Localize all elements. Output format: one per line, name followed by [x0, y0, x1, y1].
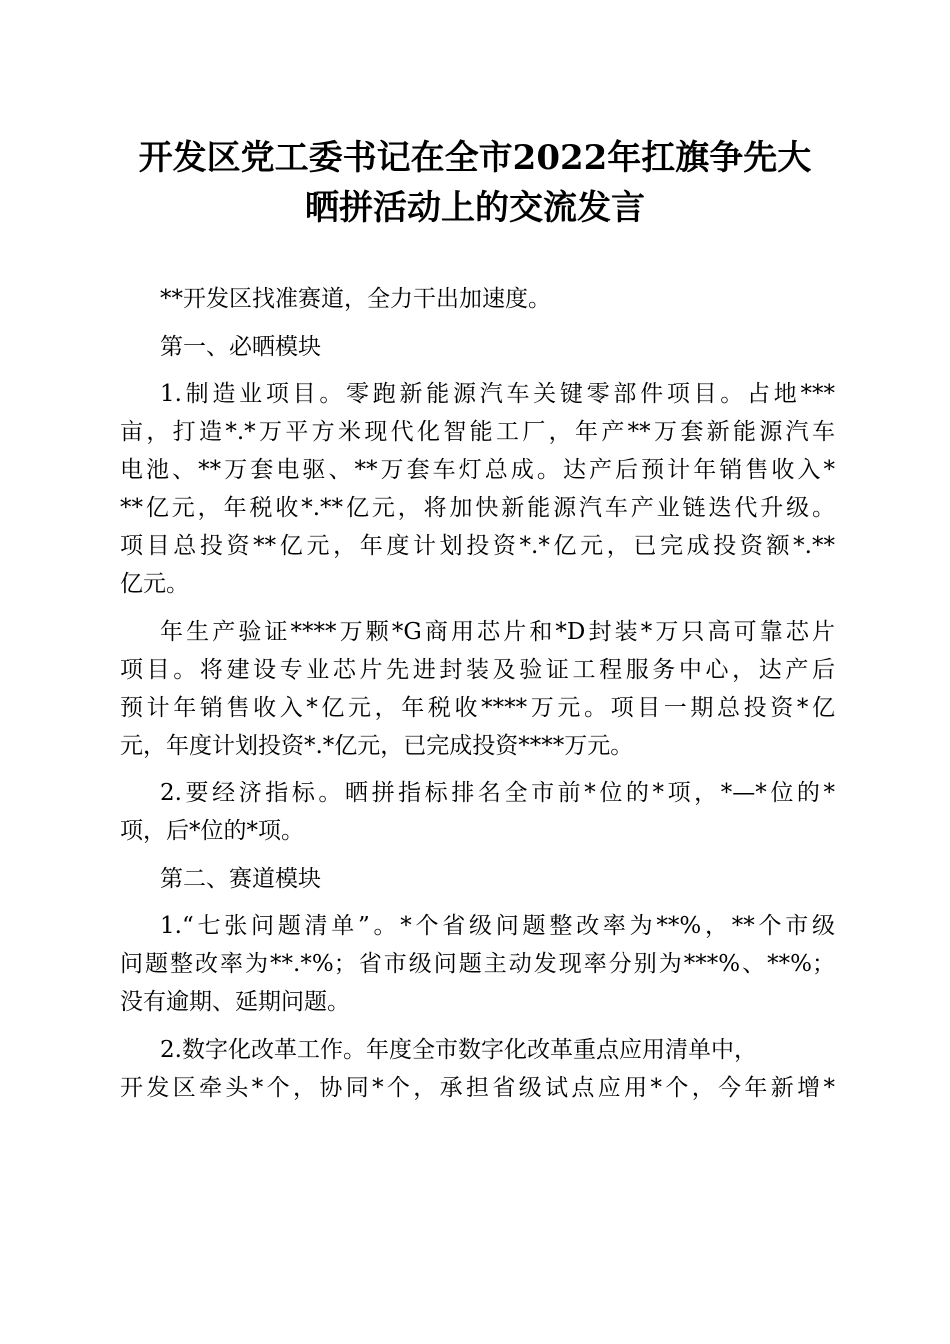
text-line: 问题整改率为**.*%；省市级问题主动发现率分别为***%、**%；	[120, 951, 835, 977]
economic-indicators-paragraph	[120, 774, 835, 850]
text-line: **亿元，年税收*.**亿元，将加快新能源汽车产业链迭代升级。	[120, 495, 835, 521]
text-line: 项目。将建设专业芯片先进封装及验证工程服务中心，达产后	[120, 656, 835, 683]
text-line: 预计年销售收入*亿元，年税收****万元。项目一期总投资*亿	[120, 694, 835, 721]
text-line: 亩，打造*.*万平方米现代化智能工厂，年产**万套新能源汽车	[120, 419, 835, 445]
text-line: **开发区找准赛道，全力干出加速度。	[160, 286, 551, 312]
text-line: 2.数字化改革工作。年度全市数字化改革重点应用清单中，	[160, 1036, 757, 1063]
manufacturing-project-paragraph	[120, 375, 835, 603]
text-line: 没有逾期、延期问题。	[120, 989, 350, 1015]
text-line: 开发区牵头*个，协同*个，承担省级试点应用*个，今年新增*	[120, 1074, 835, 1101]
title-line: 开发区党工委书记在全市2022年扛旗争先大	[138, 138, 812, 178]
section-heading-track	[120, 860, 835, 898]
page-title	[100, 133, 850, 233]
section-heading-must-show	[120, 328, 835, 366]
chip-project-paragraph	[120, 613, 835, 765]
text-line: 元，年度计划投资*.*亿元，已完成投资****万元。	[120, 732, 634, 759]
text-line: 项，后*位的*项。	[120, 818, 304, 844]
text-line: 电池、**万套电驱、**万套车灯总成。达产后预计年销售收入*	[120, 457, 835, 483]
text-line: 2.要经济指标。晒拼指标排名全市前*位的*项，*—*位的*	[160, 780, 835, 806]
text-line: 项目总投资**亿元，年度计划投资*.*亿元，已完成投资额*.**	[120, 533, 835, 559]
text-line: 1.制造业项目。零跑新能源汽车关键零部件项目。占地***	[160, 381, 835, 407]
document-body	[120, 280, 835, 1116]
intro-paragraph	[120, 280, 835, 318]
text-line: 1.“七张问题清单”。*个省级问题整改率为**%，**个市级	[160, 913, 835, 939]
title-line: 晒拼活动上的交流发言	[305, 188, 645, 228]
problem-list-paragraph	[120, 907, 835, 1021]
text-line: 亿元。	[120, 571, 189, 597]
text-line: 第二、赛道模块	[160, 865, 321, 892]
digital-reform-paragraph	[120, 1031, 835, 1107]
text-line: 年生产验证****万颗*G商用芯片和*D封装*万只高可靠芯片	[160, 618, 835, 645]
text-line: 第一、必晒模块	[160, 333, 321, 360]
